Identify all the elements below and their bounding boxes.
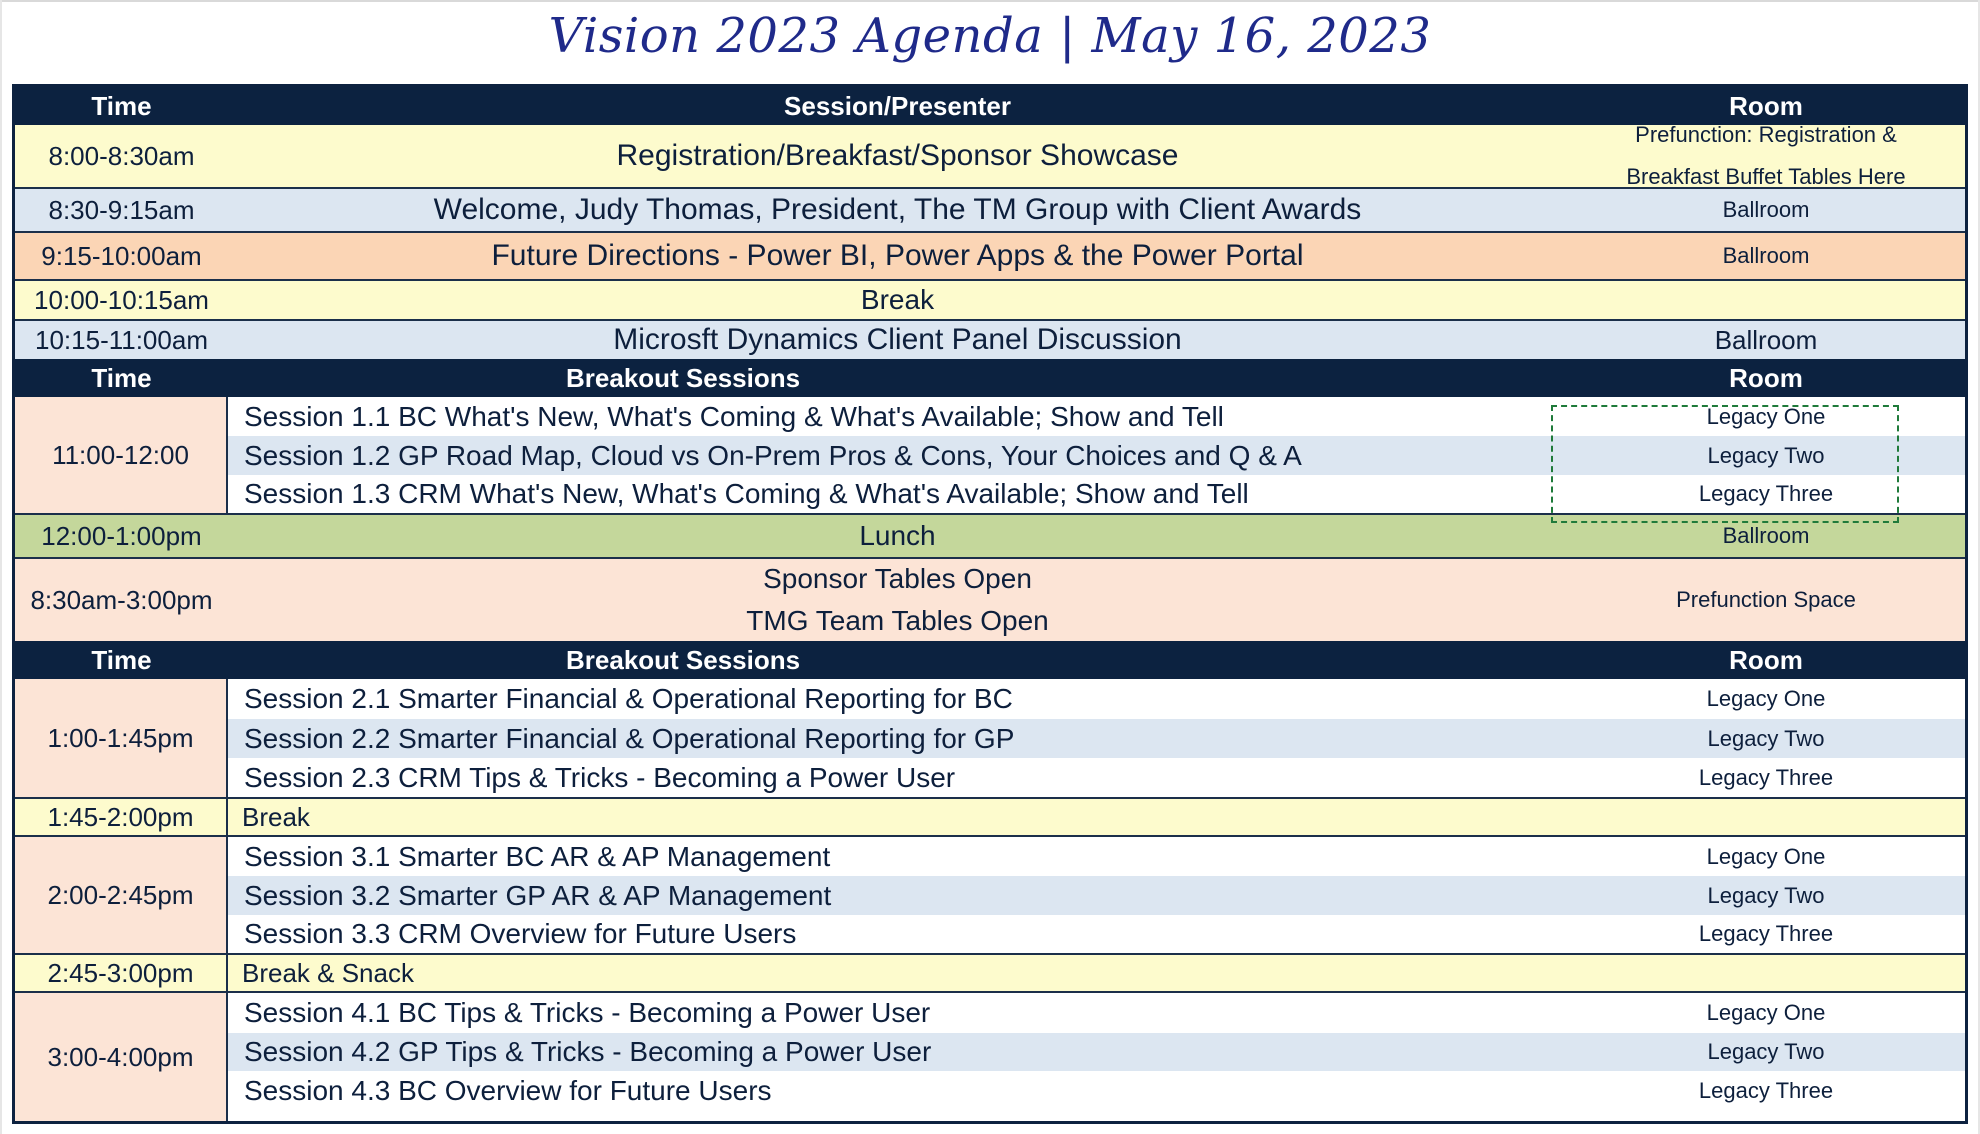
time-cell[interactable]: 2:45-3:00pm [15,955,228,991]
room-cell[interactable]: Legacy One [1706,843,1826,869]
header-time[interactable]: Time [91,362,152,393]
header-time[interactable]: Time [91,644,152,675]
time-cell[interactable]: 10:15-11:00am [35,324,208,355]
session-cell[interactable]: Session 2.1 Smarter Financial & Operational Reporting for BC [244,683,1013,714]
time-cell[interactable]: 2:00-2:45pm [15,837,228,953]
time-cell[interactable]: 8:00-8:30am [48,140,195,171]
room-cell[interactable]: Legacy Two [1707,882,1825,908]
breakout-block [15,993,1965,1121]
session-cell[interactable]: Session 2.3 CRM Tips & Tricks - Becoming a Power User [244,761,956,793]
session-row [228,397,1965,436]
room-cell[interactable] [1567,281,1965,319]
page-title: Vision 2023 Agenda | May 16, 2023 [548,8,1432,64]
session-cell[interactable]: Session 4.2 GP Tips & Tricks - Becoming a Power User [244,1036,932,1067]
room-cell[interactable]: Legacy One [1706,1000,1826,1025]
session-line: Sponsor Tables Open [763,563,1032,594]
table-header-row [15,641,1965,679]
session-cell[interactable]: Registration/Breakfast/Sponsor Showcase [616,139,1179,172]
header-breakout-sessions[interactable]: Breakout Sessions [566,362,801,393]
room-cell[interactable]: Legacy Two [1707,1039,1825,1064]
time-cell[interactable]: 8:30am-3:00pm [30,584,213,615]
session-row [228,719,1965,758]
time-cell[interactable]: 1:45-2:00pm [15,799,228,835]
room-cell[interactable] [1567,955,1965,991]
session-row [228,475,1965,513]
sheet-gridline [0,0,1980,2]
session-cell[interactable]: Session 1.2 GP Road Map, Cloud vs On-Prem Pros & Cons, Your Choices and Q & A [244,439,1302,471]
time-cell[interactable]: 11:00-12:00 [15,397,228,513]
room-line: Prefunction: Registration & [1635,122,1897,147]
room-cell[interactable]: Ballroom [1722,243,1810,268]
room-cell[interactable]: Legacy Two [1707,725,1825,751]
room-cell[interactable]: Legacy Three [1698,921,1834,946]
session-cell[interactable] [228,559,1567,641]
header-room[interactable]: Room [1729,91,1803,121]
room-cell[interactable]: Legacy Three [1698,764,1834,790]
breakout-block [15,397,1965,515]
session-cell[interactable]: Session 4.1 BC Tips & Tricks - Becoming a Power User [244,997,931,1028]
session-row [228,993,1965,1033]
time-cell[interactable]: 1:00-1:45pm [15,679,228,797]
breakout-block [15,679,1965,799]
breakout-block [15,837,1965,955]
time-cell[interactable]: 3:00-4:00pm [15,993,228,1121]
session-cell[interactable]: Microsft Dynamics Client Panel Discussion [613,323,1182,356]
table-row [15,321,1965,359]
room-cell[interactable] [1567,122,1965,189]
session-row [228,1033,1965,1071]
session-cell[interactable]: Break [860,284,935,315]
table-row [15,955,1965,993]
session-cell[interactable]: Break [242,801,310,832]
session-row [228,679,1965,719]
session-cell[interactable]: Session 4.3 BC Overview for Future Users [244,1075,772,1106]
header-time[interactable]: Time [91,90,152,121]
session-cell[interactable]: Welcome, Judy Thomas, President, The TM Group with Client Awards [433,193,1362,226]
table-row [15,799,1965,837]
session-cell[interactable]: Session 3.1 Smarter BC AR & AP Management [244,840,831,872]
room-cell[interactable]: Legacy Three [1698,481,1834,506]
header-room[interactable]: Room [1729,363,1803,393]
table-row [15,281,1965,321]
session-row [228,837,1965,876]
room-cell[interactable]: Ballroom [1714,325,1818,355]
session-row [228,876,1965,915]
session-cell[interactable]: Session 1.3 CRM What's New, What's Coming & What's Available; Show and Tell [244,478,1249,509]
time-cell[interactable]: 9:15-10:00am [41,240,202,271]
header-room[interactable]: Room [1729,645,1803,675]
room-cell[interactable]: Legacy Three [1698,1078,1834,1103]
room-cell[interactable]: Ballroom [1722,197,1810,222]
sheet-gridline [0,0,2,1134]
room-cell[interactable] [1567,799,1965,835]
session-cell[interactable]: Break & Snack [242,957,414,988]
room-cell[interactable]: Legacy One [1706,686,1826,711]
time-cell[interactable]: 12:00-1:00pm [41,520,202,551]
room-cell[interactable]: Ballroom [1722,523,1810,548]
header-breakout-sessions[interactable]: Breakout Sessions [566,644,801,675]
table-row [15,233,1965,281]
session-line: TMG Team Tables Open [746,605,1049,636]
room-cell[interactable]: Prefunction Space [1676,587,1856,612]
session-row [228,436,1965,475]
session-cell[interactable]: Session 2.2 Smarter Financial & Operational Reporting for GP [244,722,1015,754]
session-cell[interactable]: Session 1.1 BC What's New, What's Coming & What's Available; Show and Tell [244,400,1224,432]
session-cell[interactable]: Lunch [859,520,936,551]
table-row [15,122,1965,189]
table-row [15,189,1965,233]
session-row [228,1071,1965,1111]
session-cell[interactable]: Session 3.2 Smarter GP AR & AP Management [244,879,832,911]
time-cell[interactable]: 10:00-10:15am [34,284,209,315]
agenda-table [12,84,1968,1124]
session-row [228,758,1965,797]
time-cell[interactable]: 8:30-9:15am [48,194,195,225]
room-cell[interactable]: Legacy Two [1707,442,1825,468]
table-header-row [15,359,1965,397]
header-session[interactable]: Session/Presenter [784,90,1011,121]
table-row [15,515,1965,559]
session-row [228,915,1965,953]
session-cell[interactable]: Future Directions - Power BI, Power Apps & the Power Portal [491,239,1304,272]
room-line: Breakfast Buffet Tables Here [1626,164,1906,189]
room-cell[interactable]: Legacy One [1706,403,1826,429]
session-cell[interactable]: Session 3.3 CRM Overview for Future Users [244,918,797,949]
table-row [15,559,1965,641]
